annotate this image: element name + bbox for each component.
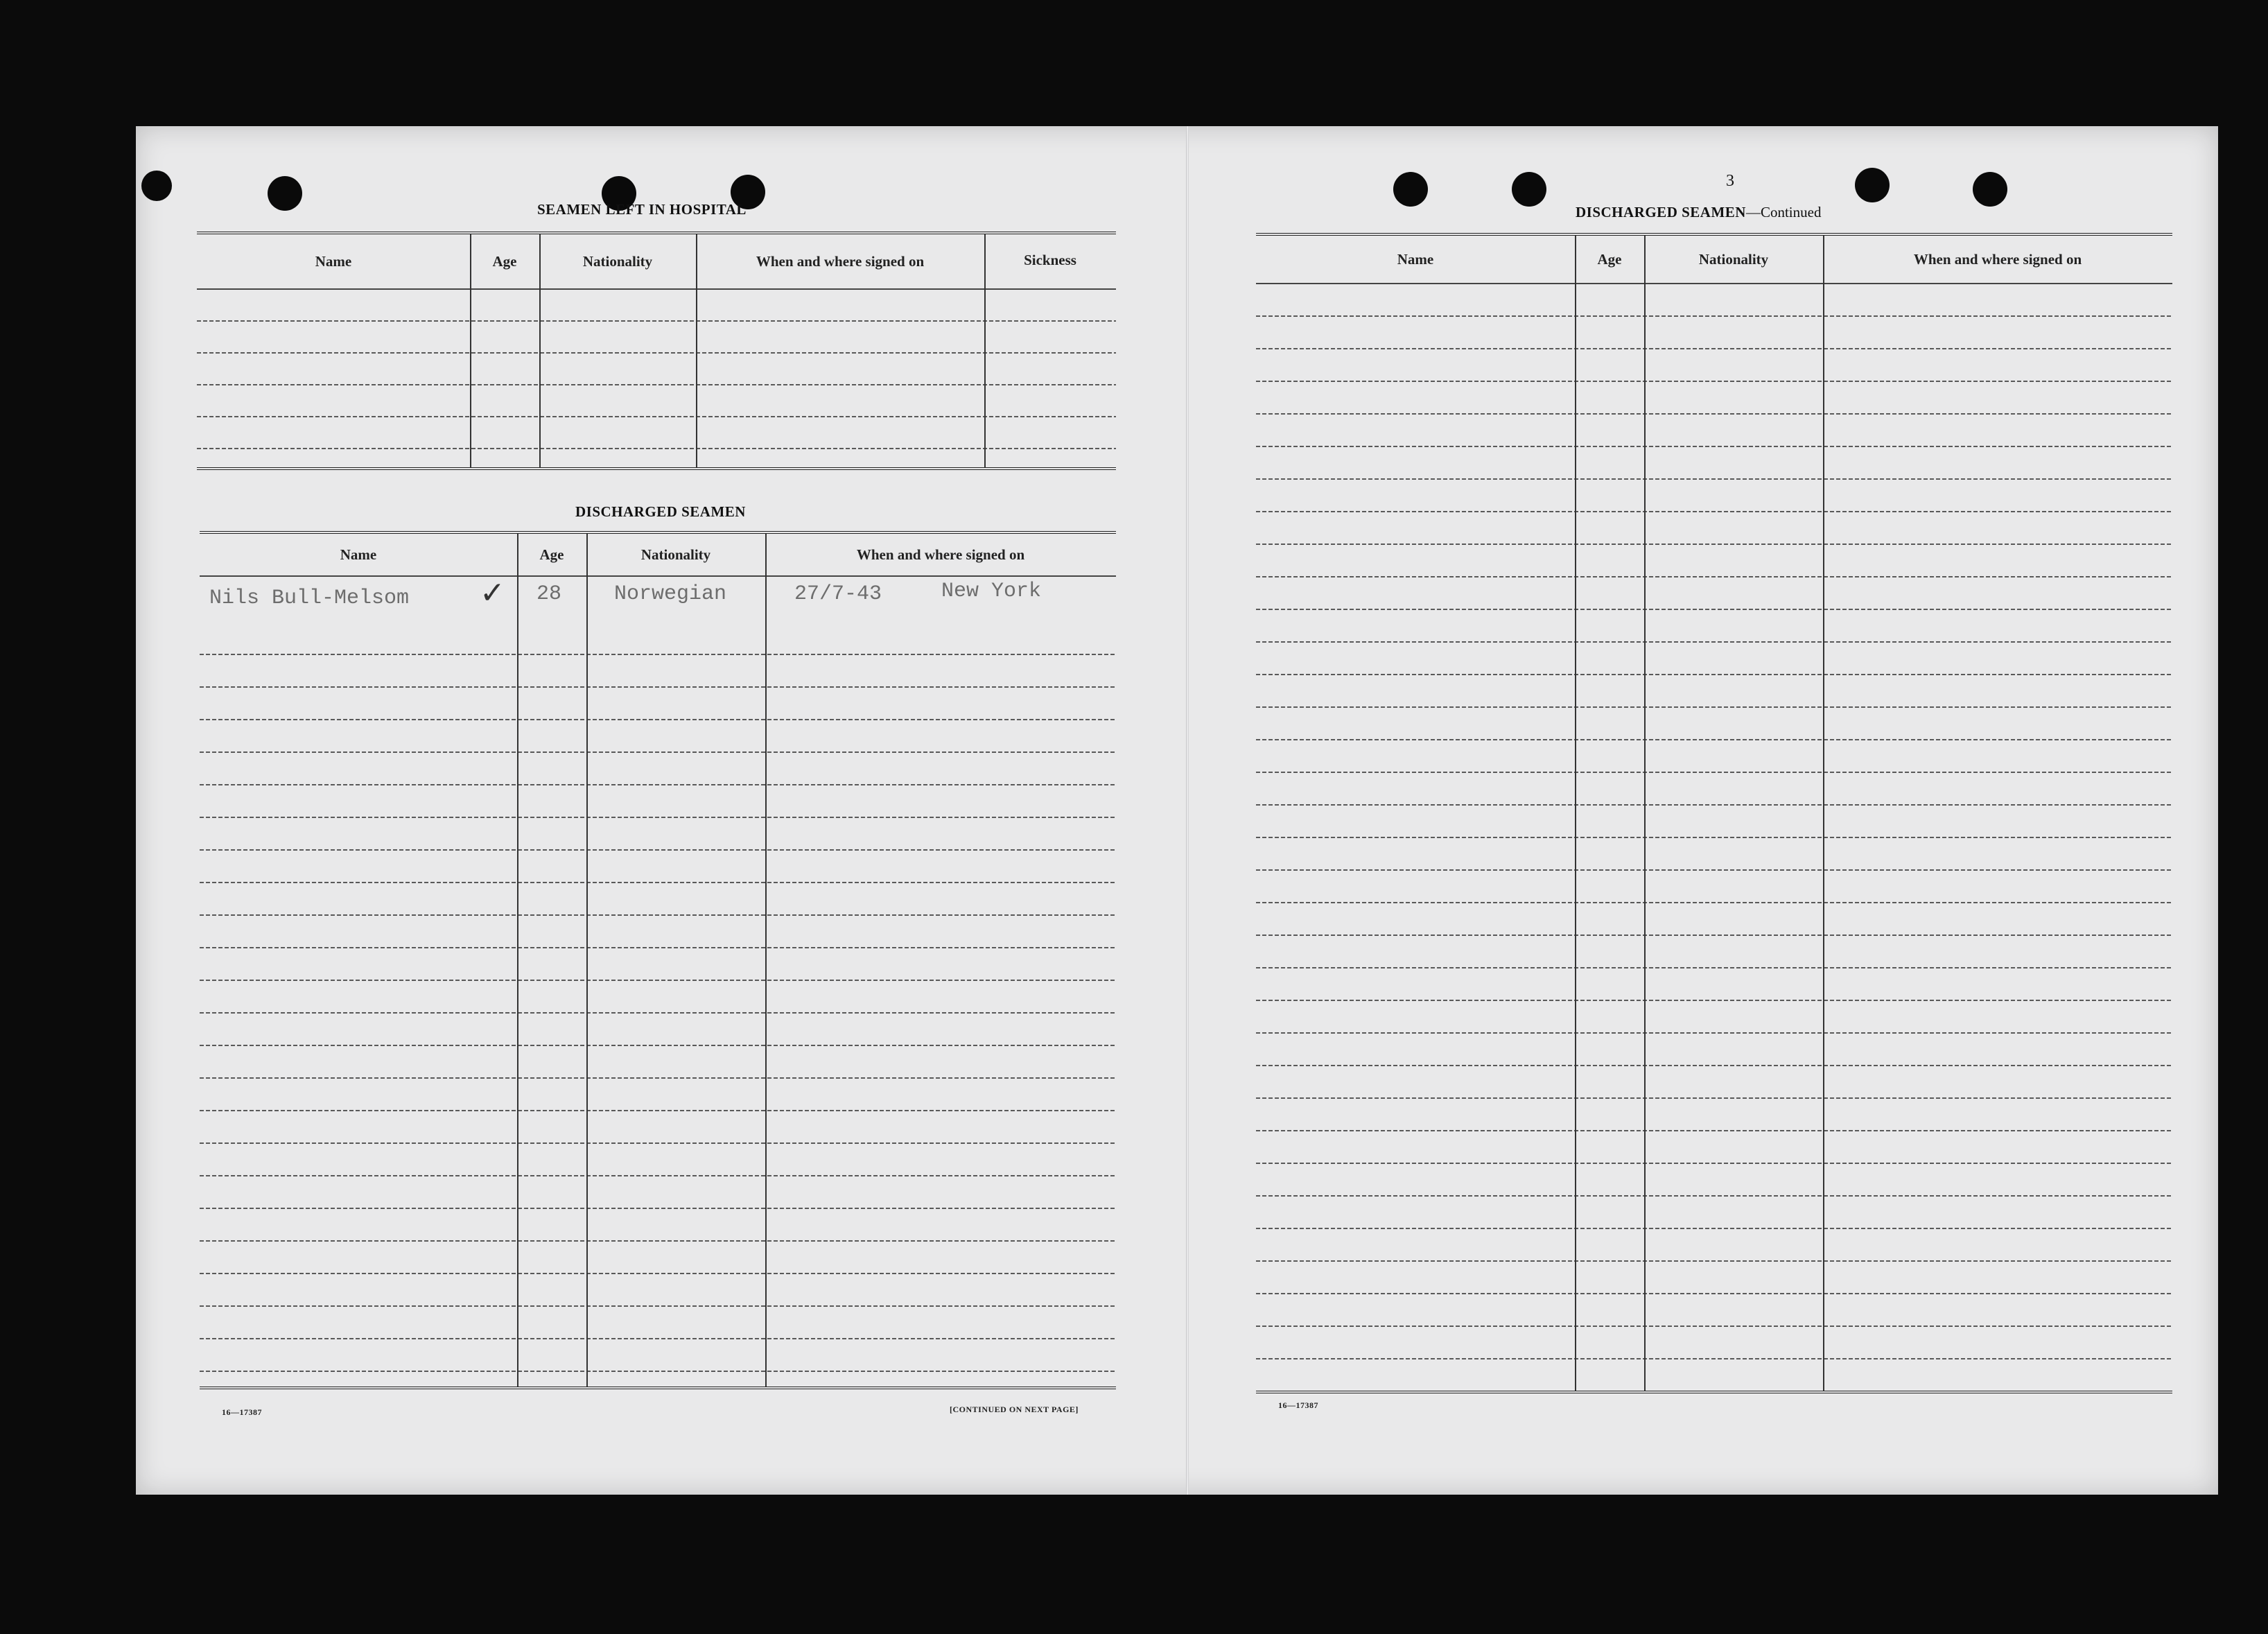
discharged-continued-suffix: —Continued xyxy=(1745,204,1822,220)
hospital-table xyxy=(197,232,1116,470)
discharged-col-nationality: Nationality xyxy=(640,546,711,563)
document-sheet xyxy=(136,126,2218,1495)
punch-hole xyxy=(1512,172,1546,207)
punch-hole xyxy=(1855,168,1890,202)
continued-note: [CONTINUED ON NEXT PAGE] xyxy=(950,1405,1079,1414)
seaman-signed-on-date: 27/7-43 xyxy=(794,582,882,606)
continued-col-nationality: Nationality xyxy=(1698,250,1769,268)
punch-hole xyxy=(1393,172,1428,207)
punch-hole xyxy=(268,176,302,211)
punch-hole xyxy=(141,171,172,201)
seaman-name: Nils Bull-Melsom xyxy=(209,586,410,610)
continued-col-signed-on: When and where signed on xyxy=(1913,250,2082,268)
hospital-col-sickness: Sickness xyxy=(1024,251,1076,268)
continued-col-age: Age xyxy=(1597,250,1622,268)
discharged-col-signed-on: When and where signed on xyxy=(856,546,1025,563)
discharged-col-age: Age xyxy=(539,546,564,563)
page-fold xyxy=(1186,126,1189,1495)
page-number: 3 xyxy=(1726,172,1734,190)
seaman-age: 28 xyxy=(537,582,562,606)
hospital-col-nationality: Nationality xyxy=(582,252,653,270)
hospital-col-signed-on: When and where signed on xyxy=(756,252,925,270)
discharged-continued-title-main: DISCHARGED SEAMEN xyxy=(1576,204,1746,220)
hospital-section-title: SEAMEN LEFT IN HOSPITAL xyxy=(537,201,747,218)
seaman-nationality: Norwegian xyxy=(614,582,727,606)
discharged-col-name: Name xyxy=(340,546,377,563)
discharged-continued-title xyxy=(1576,204,1821,221)
hospital-col-age: Age xyxy=(492,252,517,270)
discharged-table xyxy=(200,531,1116,1389)
checkmark-icon: ✓ xyxy=(480,575,505,611)
continued-col-name: Name xyxy=(1397,250,1434,268)
left-form-number: 16—17387 xyxy=(222,1407,262,1417)
hospital-col-name: Name xyxy=(315,252,352,270)
discharged-section-title: DISCHARGED SEAMEN xyxy=(575,503,746,520)
punch-hole xyxy=(1973,172,2007,207)
discharged-continued-table xyxy=(1256,233,2172,1393)
seaman-signed-on-place: New York xyxy=(941,580,1042,603)
right-form-number: 16—17387 xyxy=(1278,1400,1318,1410)
